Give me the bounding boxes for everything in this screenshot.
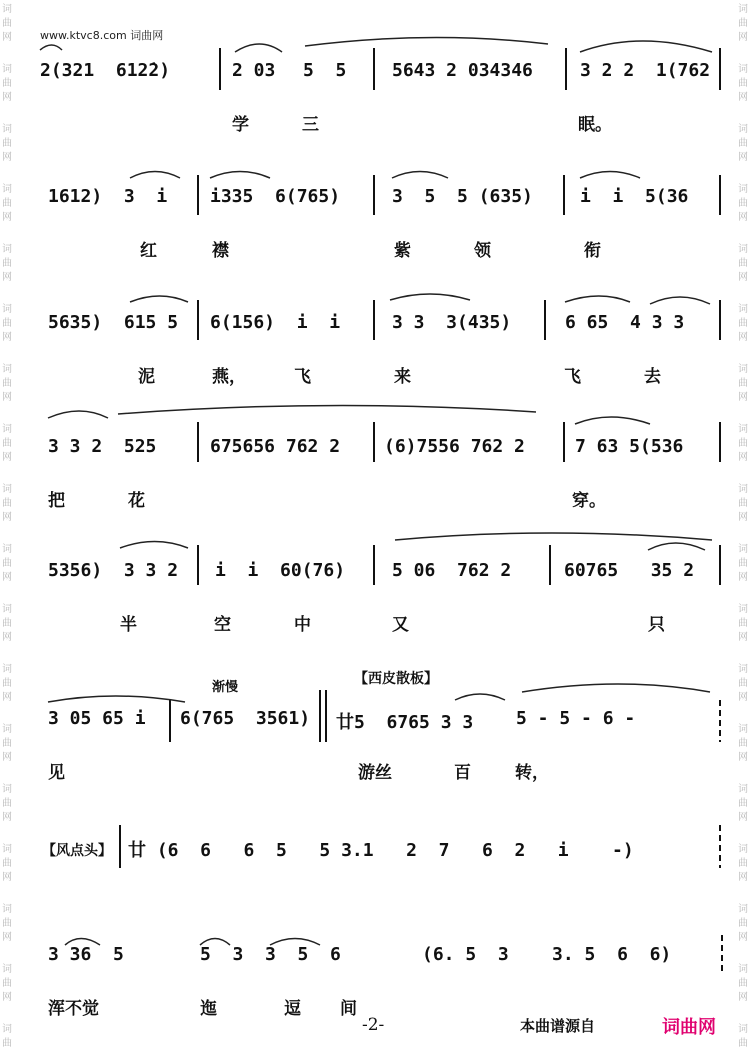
watermark-char: 词 [738, 424, 748, 435]
watermark-char: 曲 [2, 198, 12, 209]
watermark-char: 词 [738, 784, 748, 795]
watermark-char: 网 [2, 572, 12, 583]
watermark-char: 曲 [2, 918, 12, 929]
lyric-text: 燕， [212, 367, 246, 387]
watermark-char: 曲 [738, 18, 748, 29]
watermark-char: 网 [2, 992, 12, 1003]
watermark-char: 网 [738, 452, 748, 463]
notation-segment: 6 65 4 3 3 [565, 312, 685, 333]
watermark-char: 词 [2, 124, 12, 135]
watermark-char: 网 [2, 392, 12, 403]
lyric-text: 间 [340, 999, 357, 1019]
watermark-char: 曲 [2, 738, 12, 749]
notation-segment: 1612) 3 i [48, 186, 168, 207]
watermark-char: 网 [2, 92, 12, 103]
notation-segment: 7 63 5(536 [575, 436, 684, 457]
watermark-char: 网 [738, 212, 748, 223]
watermark-char: 网 [738, 392, 748, 403]
watermark-char: 曲 [2, 978, 12, 989]
site-name-text: 词曲网 [130, 29, 164, 42]
watermark-char: 曲 [2, 318, 12, 329]
watermark-char: 网 [738, 152, 748, 163]
notation-segment: 廿5 6765 3 3 [336, 712, 474, 733]
watermark-char: 曲 [738, 318, 748, 329]
watermark-char: 词 [738, 544, 748, 555]
watermark-char: 词 [2, 4, 12, 15]
notation-segment: 3 05 65 i [48, 708, 146, 729]
watermark-char: 词 [2, 544, 12, 555]
lyric-text: 又 [392, 615, 409, 635]
watermark-char: 词 [738, 964, 748, 975]
watermark-char: 网 [738, 272, 748, 283]
notation-segment: 3 3 2 525 [48, 436, 157, 457]
lyric-text: 浑不觉 [48, 999, 99, 1019]
watermark-char: 网 [738, 332, 748, 343]
watermark-char: 曲 [738, 678, 748, 689]
watermark-char: 词 [2, 424, 12, 435]
notation-segment: i i 60(76) [215, 560, 346, 581]
watermark-char: 词 [738, 604, 748, 615]
notation-segment: 3 3 3(435) [392, 312, 512, 333]
watermark-char: 词 [2, 184, 12, 195]
notation-segment: 廿 (6 6 6 5 5 3.1 2 7 6 2 i -) [128, 840, 634, 861]
watermark-char: 网 [2, 872, 12, 883]
watermark-char: 网 [2, 812, 12, 823]
watermark-char: 网 [2, 452, 12, 463]
watermark-char: 曲 [2, 438, 12, 449]
watermark-char: 曲 [738, 498, 748, 509]
watermark-char: 词 [2, 724, 12, 735]
notation-segment: 5 - 5 - 6 - [516, 708, 636, 729]
lyric-text: 衔 [584, 241, 601, 261]
watermark-char: 词 [738, 304, 748, 315]
watermark-char: 词 [2, 844, 12, 855]
watermark-char: 词 [738, 904, 748, 915]
watermark-char: 词 [738, 364, 748, 375]
watermark-char: 网 [2, 32, 12, 43]
watermark-char: 词 [738, 1024, 748, 1035]
watermark-char: 网 [738, 932, 748, 943]
source-text: 本曲谱源自 [520, 1017, 596, 1035]
watermark-char: 曲 [2, 798, 12, 809]
tempo-marking: 渐慢 [212, 680, 239, 695]
notation-segment: 5635) 615 5 [48, 312, 179, 333]
watermark-char: 曲 [2, 618, 12, 629]
page-number: -2- [362, 1015, 385, 1035]
lyric-text: 半 [120, 615, 137, 635]
watermark-char: 词 [738, 244, 748, 255]
lyric-text: 领 [474, 241, 491, 261]
notation-segment: 2(321 612̇2) [40, 60, 171, 81]
lyric-text: 游丝 [358, 763, 392, 783]
watermark-char: 曲 [2, 18, 12, 29]
lyric-text: 逗 [284, 999, 301, 1019]
lyric-text: 学 [232, 115, 249, 135]
notation-segment: i i 5(36 [580, 186, 689, 207]
watermark-char: 网 [738, 512, 748, 523]
watermark-char: 网 [2, 752, 12, 763]
watermark-char: 曲 [2, 558, 12, 569]
watermark-char: 词 [2, 904, 12, 915]
watermark-char: 网 [2, 692, 12, 703]
lyric-text: 只 [648, 615, 665, 635]
notation-segment: 6(156) i i [210, 312, 341, 333]
lyric-text: 去 [644, 367, 661, 387]
watermark-char: 曲 [738, 198, 748, 209]
watermark-char: 网 [738, 752, 748, 763]
watermark-char: 网 [738, 812, 748, 823]
lyric-text: 百 [454, 763, 471, 783]
notation-segment: 5356) 3 3 2 [48, 560, 179, 581]
watermark-char: 词 [2, 784, 12, 795]
watermark-char: 词 [738, 4, 748, 15]
watermark-char: 词 [738, 844, 748, 855]
watermark-char: 网 [2, 152, 12, 163]
watermark-char: 曲 [738, 918, 748, 929]
notation-segment: 5 3 3 5 6 [200, 944, 341, 965]
watermark-char: 网 [2, 272, 12, 283]
notation-segment: 5643 2 034346 [392, 60, 533, 81]
lyric-text: 飞 [294, 367, 311, 387]
watermark-char: 曲 [738, 1038, 748, 1049]
watermark-char: 词 [2, 244, 12, 255]
watermark-char: 网 [738, 872, 748, 883]
notation-segment: 6(765 3561) [180, 708, 311, 729]
notation-segment: 3 36 5 [48, 944, 124, 965]
lyric-text: 红 [140, 241, 157, 261]
lyric-text: 襟 [212, 241, 229, 261]
watermark-char: 曲 [2, 78, 12, 89]
notation-segment: 675656 762 2 [210, 436, 341, 457]
watermark-char: 词 [2, 484, 12, 495]
watermark-char: 词 [2, 1024, 12, 1035]
watermark-char: 网 [738, 92, 748, 103]
watermark-char: 词 [2, 604, 12, 615]
watermark-char: 曲 [2, 258, 12, 269]
lyric-text: 飞 [564, 367, 581, 387]
watermark-char: 曲 [738, 798, 748, 809]
lyric-text: 见 [48, 763, 65, 783]
section-label-fengdiantou: 【风点头】 [42, 843, 112, 859]
watermark-char: 网 [738, 632, 748, 643]
watermark-char: 词 [738, 724, 748, 735]
watermark-char: 曲 [2, 498, 12, 509]
lyric-text: 转， [515, 763, 549, 783]
watermark-char: 曲 [2, 678, 12, 689]
watermark-char: 网 [738, 992, 748, 1003]
watermark-char: 词 [2, 364, 12, 375]
watermark-char: 词 [738, 664, 748, 675]
notation-segment: 5 5 [303, 60, 347, 81]
notation-segment: (6)7556 762 2 [384, 436, 525, 457]
watermark-char: 词 [738, 124, 748, 135]
watermark-char: 曲 [738, 978, 748, 989]
watermark-char: 曲 [2, 858, 12, 869]
watermark-char: 词 [738, 184, 748, 195]
watermark-char: 曲 [2, 1038, 12, 1049]
lyric-text: 中 [294, 615, 311, 635]
watermark-char: 曲 [738, 438, 748, 449]
watermark-char: 词 [738, 64, 748, 75]
lyric-text: 眠。 [578, 115, 612, 135]
watermark-char: 曲 [738, 558, 748, 569]
notation-segment: (6. 5 3 3. 5 6 6) [422, 944, 672, 965]
lyric-text: 穿。 [572, 491, 606, 511]
lyric-text: 来 [394, 367, 411, 387]
watermark-char: 曲 [738, 618, 748, 629]
watermark-char: 曲 [2, 378, 12, 389]
section-label-xipi: 【西皮散板】 [354, 671, 438, 687]
watermark-char: 词 [2, 64, 12, 75]
watermark-char: 网 [738, 572, 748, 583]
watermark-char: 网 [2, 212, 12, 223]
watermark-char: 词 [738, 484, 748, 495]
lyric-text: 花 [128, 491, 145, 511]
site-url-text: www.ktvc8.com [40, 29, 127, 42]
watermark-char: 网 [2, 932, 12, 943]
lyric-text: 迤 [200, 999, 217, 1019]
notation-segment: 3 2 2 1(762 [580, 60, 711, 81]
notation-segment: 60765 35 2 [564, 560, 695, 581]
lyric-text: 泥 [138, 367, 155, 387]
lyric-text: 把 [48, 491, 65, 511]
watermark-char: 网 [2, 632, 12, 643]
watermark-char: 曲 [738, 138, 748, 149]
lyric-text: 三 [302, 115, 319, 135]
watermark-char: 曲 [2, 138, 12, 149]
lyric-text: 紫 [394, 241, 411, 261]
watermark-char: 词 [2, 304, 12, 315]
notation-segment: 2 03 [232, 60, 276, 81]
watermark-char: 曲 [738, 78, 748, 89]
watermark-char: 网 [2, 332, 12, 343]
site-logo: 词曲网 [662, 1017, 716, 1038]
notation-segment: 3 5 5 (635) [392, 186, 533, 207]
watermark-char: 网 [738, 32, 748, 43]
watermark-char: 曲 [738, 378, 748, 389]
watermark-char: 网 [2, 512, 12, 523]
watermark-char: 网 [738, 692, 748, 703]
notation-segment: 5 06 762 2 [392, 560, 512, 581]
watermark-char: 曲 [738, 858, 748, 869]
watermark-char: 词 [2, 664, 12, 675]
watermark-char: 词 [2, 964, 12, 975]
lyric-text: 空 [214, 615, 231, 635]
watermark-char: 曲 [738, 258, 748, 269]
notation-segment: i335 6(765) [210, 186, 341, 207]
watermark-char: 曲 [738, 738, 748, 749]
